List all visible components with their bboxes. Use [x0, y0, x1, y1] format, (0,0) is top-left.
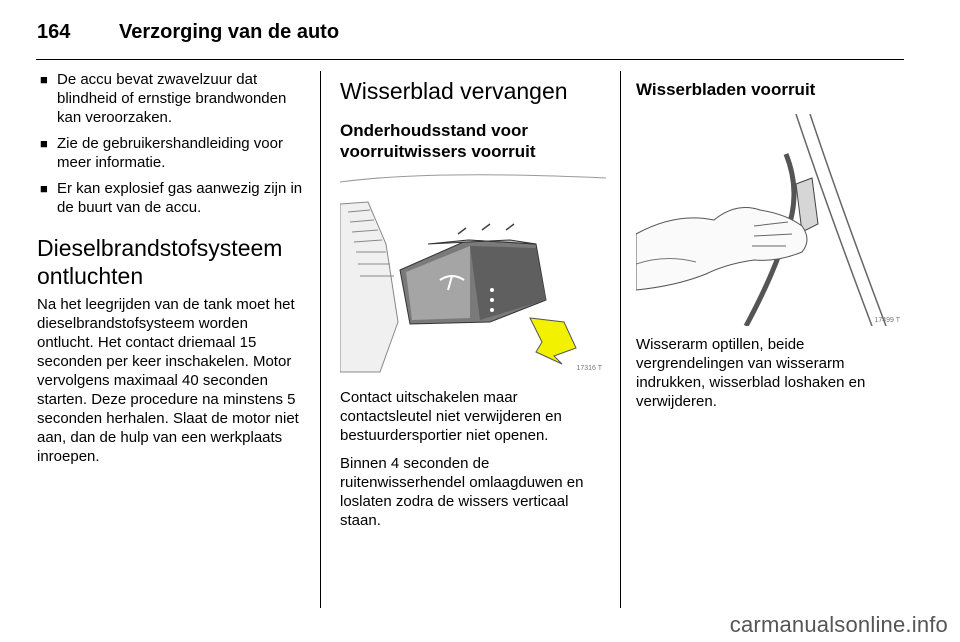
section-title: Verzorging van de auto: [119, 20, 340, 43]
wiper-lever-illustration: [340, 172, 606, 374]
page-header: [37, 14, 339, 50]
list-item: ■ De accu bevat zwavelzuur dat blindheid of ernstige brandwonden kan veroorzaken.: [40, 71, 287, 126]
diesel-heading: Dieselbrandstofsysteem ontluchten: [37, 235, 283, 289]
wiper-blades-subheading: Wisserbladen voorruit: [636, 80, 816, 99]
list-item: ■ Zie de gebruikershandleiding voor meer informatie.: [40, 135, 283, 171]
warning-list: [37, 70, 305, 217]
bullet-icon: ■: [40, 136, 48, 151]
watermark: carmanualsonline.info: [729, 612, 948, 637]
page-number: 164: [37, 20, 71, 43]
column-divider: [320, 71, 321, 608]
column-middle: [340, 70, 606, 530]
bullet-icon: ■: [40, 72, 48, 87]
service-position-subheading: Onderhoudsstand voor voorruitwissers voorruit: [340, 121, 536, 161]
instruction-paragraph: Wisserarm optillen, beide vergrendelingen van wisserarm indrukken, wisserblad loshaken en verwijderen.: [636, 336, 866, 410]
column-right: [636, 70, 906, 411]
diesel-paragraph: Na het leegrijden van de tank moet het dieselbrandstofsysteem worden ontlucht. Het contact driemaal 15 seconden per keer inschakelen. Motor vervolgens maximaal 40 seconden starten. Deze procedure na minstens 5 seconden herhalen. Slaat de motor niet aan, dan de hulp van een werkplaats inroepen.: [37, 296, 299, 465]
wiper-blade-illustration: [636, 114, 904, 326]
figure-code: 17499 T: [874, 317, 900, 324]
instruction-paragraph-1: Contact uitschakelen maar contactsleutel niet verwijderen en bestuurdersportier niet openen.: [340, 389, 562, 444]
bullet-icon: ■: [40, 181, 48, 196]
figure-code: 17316 T: [576, 365, 602, 372]
wiper-blade-figure: [636, 114, 904, 326]
list-item: ■ Er kan explosief gas aanwezig zijn in de buurt van de accu.: [40, 180, 303, 216]
instruction-paragraph-2: Binnen 4 seconden de ruitenwisserhendel omlaagduwen en loslaten zodra de wissers verticaal staan.: [340, 455, 584, 529]
column-divider: [620, 71, 621, 608]
wiper-heading: Wisserblad vervangen: [340, 78, 568, 104]
column-left: [37, 70, 305, 466]
header-rule: [36, 59, 904, 60]
wiper-lever-figure: [340, 172, 606, 374]
